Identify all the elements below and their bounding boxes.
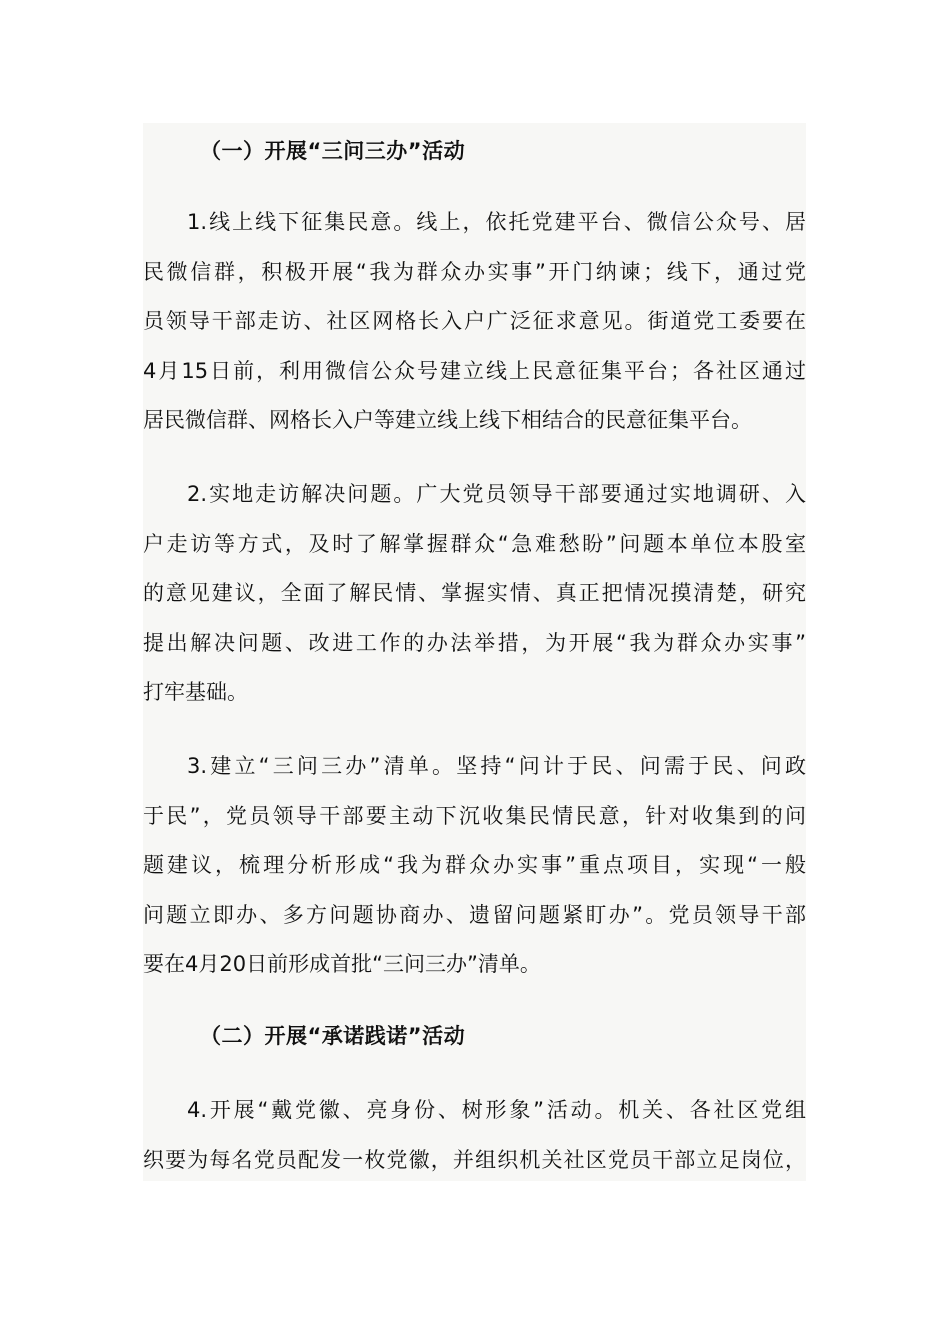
document-text-block xyxy=(143,123,806,1181)
paragraph-line: 1.线上线下征集民意。线上，依托党建平台、微信公众号、居 xyxy=(187,210,806,234)
paragraph-line: 户走访等方式，及时了解掌握群众“急难愁盼”问题本单位本股室 xyxy=(143,531,806,556)
paragraph-line: 打牢基础。 xyxy=(143,680,248,704)
paragraph-line: 的意见建议，全面了解民情、掌握实情、真正把情况摸清楚，研究 xyxy=(143,581,806,605)
paragraph-line: 织要为每名党员配发一枚党徽，并组织机关社区党员干部立足岗位， xyxy=(143,1147,806,1172)
paragraph-3 xyxy=(143,742,806,990)
paragraph-line: 题建议，梳理分析形成“我为群众办实事”重点项目，实现“一般 xyxy=(143,853,806,877)
paragraph-line: 居民微信群、网格长入户等建立线上线下相结合的民意征集平台。 xyxy=(143,408,752,432)
paragraph-line: 3.建立“三问三办”清单。坚持“问计于民、问需于民、问政 xyxy=(187,754,806,778)
paragraph-2 xyxy=(143,470,806,718)
paragraph-1 xyxy=(143,198,806,446)
section-heading-1: （一）开展“三问三办”活动 xyxy=(200,139,466,163)
paragraph-line: 4.开展“戴党徽、亮身份、树形象”活动。机关、各社区党组 xyxy=(187,1098,806,1122)
paragraph-line: 员领导干部走访、社区网格长入户广泛征求意见。街道党工委要在 xyxy=(143,309,806,333)
paragraph-line: 于民”，党员领导干部要主动下沉收集民情民意，针对收集到的问 xyxy=(143,803,806,828)
paragraph-line: 民微信群，积极开展“我为群众办实事”开门纳谏；线下，通过党 xyxy=(143,259,806,284)
paragraph-line: 提出解决问题、改进工作的办法举措，为开展“我为群众办实事” xyxy=(143,630,806,655)
paragraph-line: 2.实地走访解决问题。广大党员领导干部要通过实地调研、入 xyxy=(187,482,806,506)
paragraph-line: 要在4月20日前形成首批“三问三办”清单。 xyxy=(143,952,541,976)
paragraph-4 xyxy=(143,1086,806,1185)
section-heading-2: （二）开展“承诺践诺”活动 xyxy=(200,1024,466,1048)
paragraph-line: 4月15日前，利用微信公众号建立线上民意征集平台；各社区通过 xyxy=(143,358,806,383)
paragraph-line: 问题立即办、多方问题协商办、遗留问题紧盯办”。党员领导干部 xyxy=(143,902,806,927)
